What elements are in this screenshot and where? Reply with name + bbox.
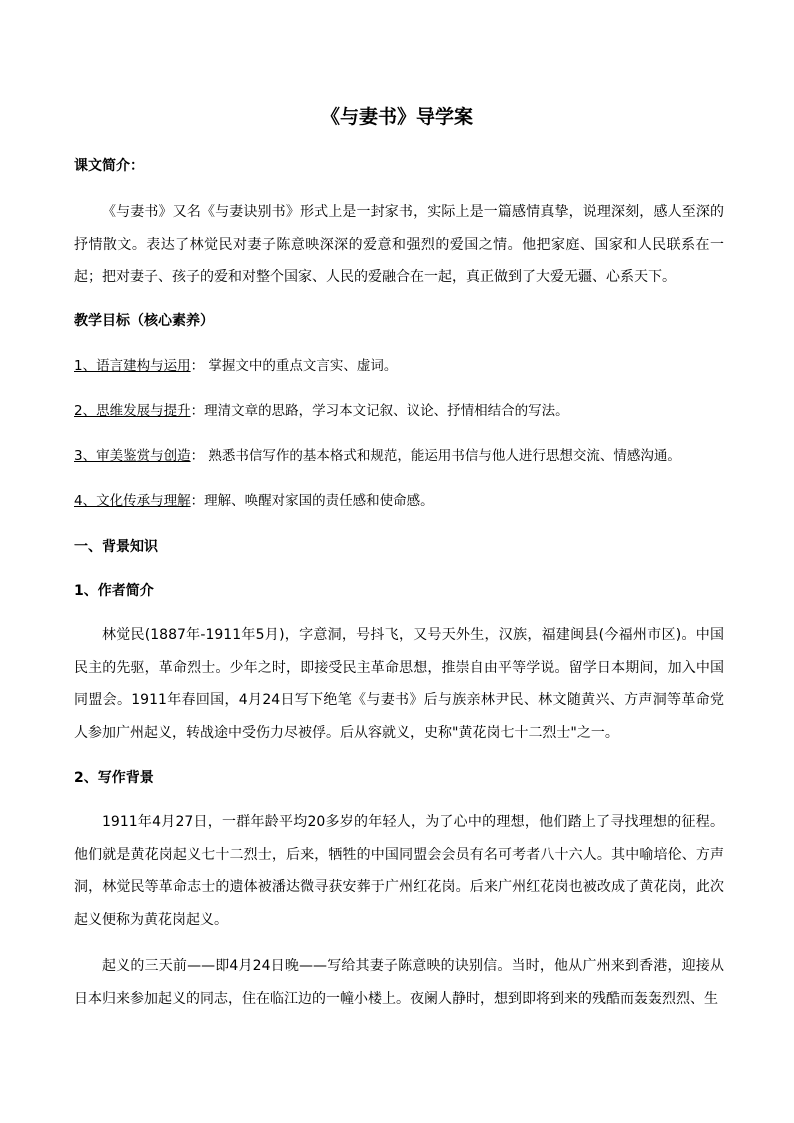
writing-background-paragraph-1: 1911年4月27日，一群年龄平均20多岁的年轻人，为了心中的理想，他们踏上了寻找理想的征程。他们就是黄花岗起义七十二烈士，后来，牺牲的中国同盟会会员有名可考者八十六人。其中喻培伦、方声洞，林觉民等革命志士的遗体被潘达微寻获安葬于广州红花岗。后来广州红花岗也被改成了黄花岗，此次起义便称为黄花岗起义。 xyxy=(74,814,724,928)
goal-text-4: ：理解、唤醒对家国的责任感和使命感。 xyxy=(190,493,434,509)
goal-item-1 xyxy=(74,356,397,376)
goal-label-2: 2、思维发展与提升 xyxy=(74,403,191,419)
writing-background-heading: 2、写作背景 xyxy=(74,770,154,786)
goal-text-2: ：理清文章的思路，学习本文记叙、议论、抒情相结合的写法。 xyxy=(190,403,569,419)
background-heading: 一、背景知识 xyxy=(74,539,158,555)
author-heading: 1、作者简介 xyxy=(74,583,154,599)
goals-heading: 教学目标（核心素养） xyxy=(74,313,214,329)
intro-paragraph: 《与妻书》又名《与妻诀别书》形式上是一封家书，实际上是一篇感情真挚，说理深刻，感人至深的抒情散文。表达了林觉民对妻子陈意映深深的爱意和强烈的爱国之情。他把家庭、国家和人民联系在一起；把对妻子、孩子的爱和对整个国家、人民的爱融合在一起，真正做到了大爱无疆、心系天下。 xyxy=(74,204,724,285)
goal-item-4 xyxy=(74,491,434,511)
goal-item-3 xyxy=(74,446,681,466)
goal-label-1: 1、语言建构与运用 xyxy=(74,358,191,374)
goal-text-1: ： 掌握文中的重点文言实、虚词。 xyxy=(190,358,398,374)
writing-background-paragraph-2: 起义的三天前——即4月24日晚——写给其妻子陈意映的诀别信。当时，他从广州来到香港，迎接从日本归来参加起义的同志，住在临江边的一幢小楼上。夜阑人静时，想到即将到来的残酷而轰轰烈烈、生 xyxy=(74,958,724,1007)
goal-text-3: ： 熟悉书信写作的基本格式和规范，能运用书信与他人进行思想交流、情感沟通。 xyxy=(190,448,681,464)
goal-label-3: 3、审美鉴赏与创造 xyxy=(74,448,191,464)
document-title: 《与妻书》导学案 xyxy=(320,106,473,128)
intro-heading: 课文简介： xyxy=(74,158,144,174)
goal-item-2 xyxy=(74,401,569,421)
author-paragraph: 林觉民(1887年-1911年5月)，字意洞，号抖飞，又号天外生，汉族，福建闽县(今福州市区)。中国民主的先驱，革命烈士。少年之时，即接受民主革命思想，推崇自由平等学说。留学日本期间，加入中国同盟会。1911年春回国，4月24日写下绝笔《与妻书》后与族亲林尹民、林文随黄兴、方声洞等革命党人参加广州起义，转战途中受伤力尽被俘。后从容就义，史称"黄花岗七十二烈士"之一。 xyxy=(74,627,724,741)
goal-label-4: 4、文化传承与理解 xyxy=(74,493,191,509)
